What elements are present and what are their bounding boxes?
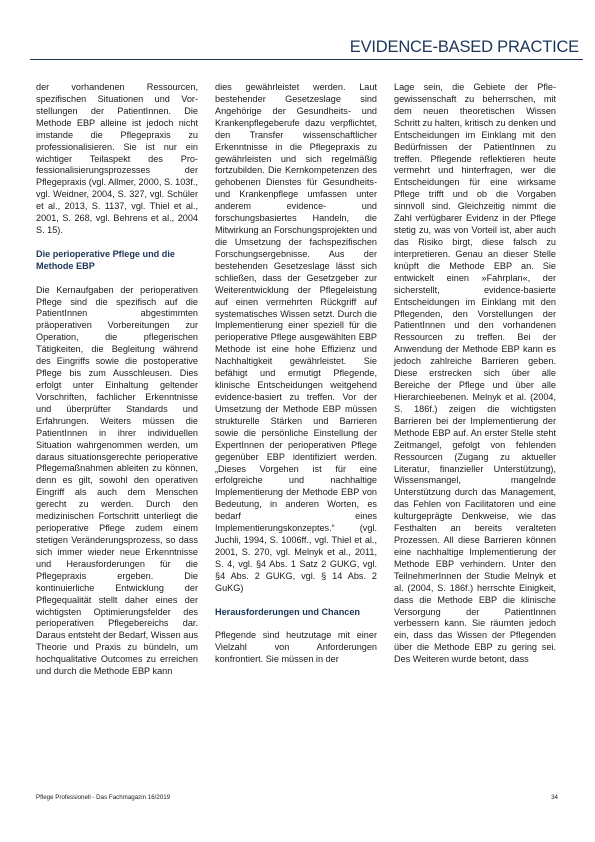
paragraph: Pflegende sind heutzutage mit einer Vielzahl von Anforderungen konfrontiert. Sie müssen in der xyxy=(215,630,377,665)
section-heading: Herausforderungen und Chancen xyxy=(215,606,361,617)
page-number: 34 xyxy=(551,794,558,801)
text-column-3 xyxy=(394,82,556,666)
section-heading: Die perioperative Pflege und die Methode EBP xyxy=(36,248,175,271)
footer-publication: Pflege Professionell - Das Fachmagazin 16/2019 xyxy=(36,794,171,801)
header-divider xyxy=(30,59,583,60)
paragraph: Lage sein, die Gebiete der Pflegewissenschaft zu beherrschen, mit dem neuen theoretischen Wissen Schritt zu halten, kritisch zu denken und Entscheidungen im Einklang mit den Bedürfnissen der PatientInnen zu treffen. Pflegende reflektieren heute vermehrt und hinterfragen, wer die Entscheidungen für eine wirksame Pflege trifft und ob die Vorgaben sinnvoll sind. Gleichzeitig nimmt die Zahl verfügbarer Evidenz in der Pflege stetig zu, was von Vorteil ist, aber auch das Risiko birgt, diese falsch zu interpretieren. Genau an dieser Stelle knüpft die Methode EBP an. Sie entwickelt einen »Fahrplan«, der sicherstellt, evidence-basierte Entscheidungen im Einklang mit den Pflegenden, den Vorstellungen der PatientInnen und den vorhandenen Ressourcen zu treffen. Bei der Anwendung der Methode EBP kann es jedoch zahlreiche Barrieren geben. Diese erstrecken sich über alle Bereiche der Pflege und über alle Hierarchieebenen. Melnyk et al. (2004, S. 186f.) zeigen die wichtigsten Barrieren bei der Implementierung der Methode EBP auf. An erster Stelle steht Zeitmangel, gefolgt von fehlenden Ressourcen (Zugang zu aktueller Literatur, finanzieller Unterstützung), Wissensmangel, mangelnde Unterstützung durch das Management, das Fehlen von Facilitatoren und eine kulturgeprägte Denkweise, wie das Festhalten an bereits veralteten Prozessen. All diese Barrieren können eine nachhaltige Implementierung der Methode EBP verhindern. Unter den TeilnehmerInnen der Studie Melnyk et al. (2004, S. 186f.) herrschte Einigkeit, dass die Methode EBP die klinische Versorgung der PatientInnen verbessern kann. Sie räumten jedoch ein, dass das Wissen der Pflegenden über die Methode EBP zu gering sei. Des Weiteren wurde betont, dass xyxy=(394,82,556,665)
running-header-title: EVIDENCE-BASED PRACTICE xyxy=(349,38,579,56)
paragraph: der vorhandenen Ressourcen, spezifischen Situationen und Vorstellungen der PatientInnen. Die Methode EBP alleine ist jedoch nicht imstande die Pflegepraxis zu professionalisieren. Sie ist nur ein wichtiger Teilaspekt des Professionalisierungsprozesses der Pflegepraxis (vgl. Allmer, 2000, S. 103f., vgl. Weidner, 2004, S. 327, vgl. Schüler et al., 2013, S. 1137, vgl. Thiel et al., 2001, S. 268, vgl. Behrens et al., 2004 S. 15). xyxy=(36,82,198,236)
paragraph: Die Kernaufgaben der perioperativen Pflege sind die spezifisch auf die PatientInnen abgestimmten präoperativen Vorbereitungen zur Operation, die pflegerischen Tätigkeiten, die Begleitung während des Eingriffs sowie die postoperative Pflege bis zum Ausschleusen. Dies erfolgt unter Einhaltung geltender Vorschriften, fachlicher Erkenntnisse und überprüfter Standards und Erfahrungen. Weiters müssen die PatientInnen in ihrer individuellen Situation wahrgenommen werden, um daraus situationsgerechte perioperative Pflegemaßnahmen ableiten zu können, denn es gilt, sowohl den operativen Eingriff als auch dem Menschen gerecht zu werden. Durch den medizinischen Fortschritt unterliegt die perioperative Pflege zudem einem stetigen Veränderungsprozess, so dass sich immer wieder neue Erkenntnisse und Herausforderungen für die Pflegepraxis ergeben. Die kontinuierliche Entwicklung der Pflegequalität stellt daher eines der wichtigsten Optimierungsfelder des perioperativen Pflegebereichs dar. Daraus entsteht der Bedarf, Wissen aus Theorie und Praxis zu bündeln, um hochqualitative Outcomes zu erreichen und durch die Methode EBP kann xyxy=(36,284,198,677)
text-column-1 xyxy=(36,82,198,678)
text-column-2 xyxy=(215,82,377,666)
paragraph: dies gewährleistet werden. Laut bestehender Gesetzeslage sind Angehörige der Gesundheits- und Krankenpflegeberufe dazu verpflichtet, den Transfer wissenschaftlicher Erkenntnisse in die Pflegepraxis zu gewährleisten und sich regelmäßig fortzubilden. Die Kernkompetenzen des gehobenen Dienstes für Gesundheits- und Krankenpflege umfassen unter anderem evidence- und forschungsbasiertes Handeln, die Mitwirkung an Forschungsprojekten und die Umsetzung der fachspezifischen Forschungsergebnisse. Aus der bestehenden Gesetzeslage lässt sich schließen, dass der Gesetzgeber zur Weiterentwicklung der Pflegeleistung auf einen vermehrten Rückgriff auf systematisches Wissen setzt. Durch die Implementierung einer speziell für die perioperative Pflege ausgewählten EBP Methode ist eine hohe Effizienz und Nachhaltigkeit gewährleistet. Sie befähigt und ermutigt Pflegende, klinische Entscheidungen weitgehend evidence-basiert zu treffen. Vor der Umsetzung der Methode EBP müssen strukturelle Stärken und Barrieren sowie die persönliche Einstellung der ExpertInnen der perioperativen Pflege gegenüber EBP identifiziert werden. „Dieses Vorgehen ist für eine erfolgreiche und nachhaltige Implementierung der Methode EBP von Bedeutung, in anderen Worten, es bedarf eines Implementierungskonzeptes.“ (vgl. Juchli, 1994, S. 1006ff., vgl. Thiel et al., 2001, S. 270, vgl. Melnyk et al., 2011, S. 4, vgl. §4 Abs. 1 Satz 2 GUKG, vgl. §4 Abs. 2 GUKG, vgl. § 14 Abs. 2 GuKG) xyxy=(215,82,377,593)
